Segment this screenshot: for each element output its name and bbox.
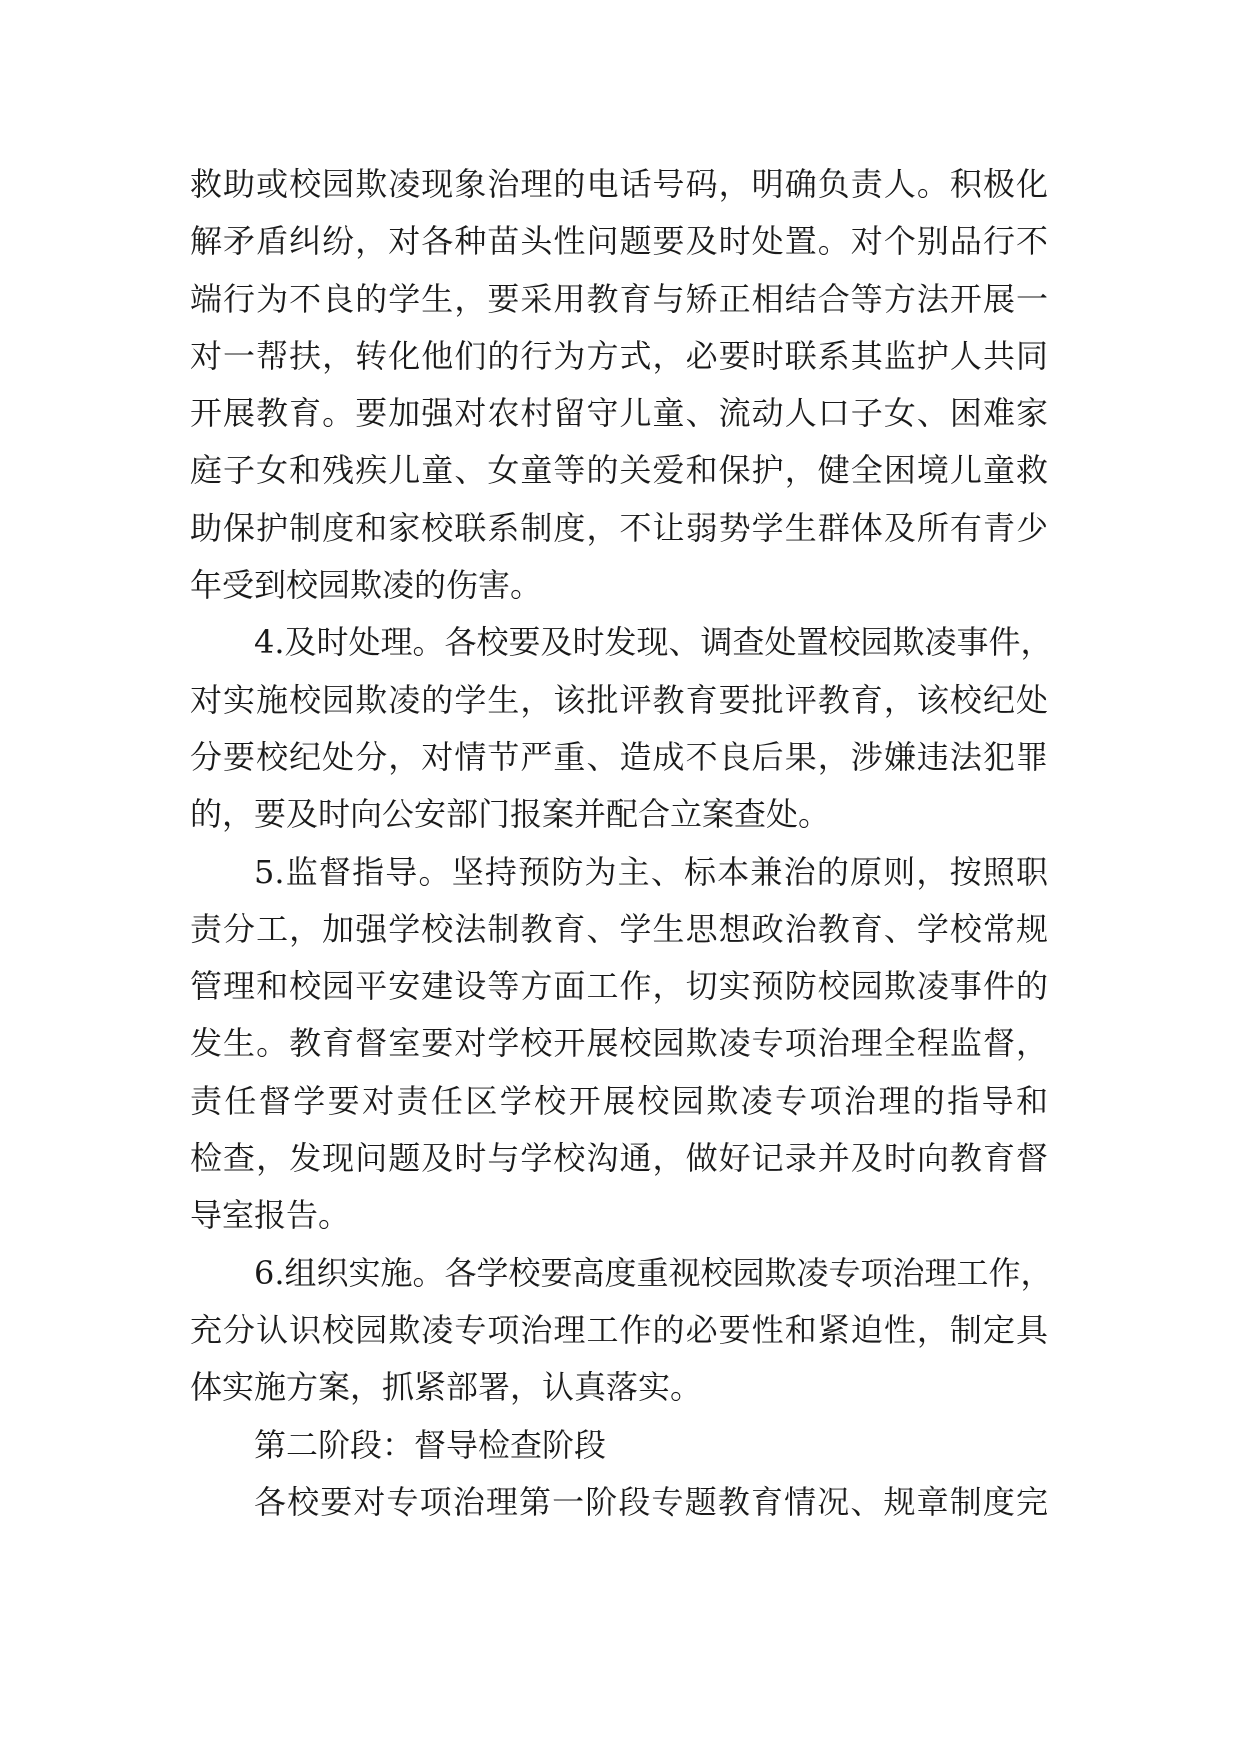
text-line: 充分认识校园欺凌专项治理工作的必要性和紧迫性，制定具 xyxy=(190,1310,1048,1349)
section-5-heading-line: 5.监督指导。坚持预防为主、标本兼治的原则，按照职 xyxy=(254,852,1048,891)
text-line: 对实施校园欺凌的学生，该批评教育要批评教育，该校纪处 xyxy=(190,680,1048,719)
text-line: 责任督学要对责任区学校开展校园欺凌专项治理的指导和 xyxy=(190,1081,1048,1120)
text-line: 庭子女和残疾儿童、女童等的关爱和保护，健全困境儿童救 xyxy=(190,451,1048,490)
text-line: 对一帮扶，转化他们的行为方式，必要时联系其监护人共同 xyxy=(190,336,1048,375)
text-line: 导室报告。 xyxy=(190,1196,351,1235)
text-line: 发生。教育督室要对学校开展校园欺凌专项治理全程监督， xyxy=(190,1024,1048,1063)
text-line: 分要校纪处分，对情节严重、造成不良后果，涉嫌违法犯罪 xyxy=(190,737,1048,776)
text-line: 开展教育。要加强对农村留守儿童、流动人口子女、困难家 xyxy=(190,394,1048,433)
text-line: 年受到校园欺凌的伤害。 xyxy=(190,566,543,605)
text-line: 责分工，加强学校法制教育、学生思想政治教育、学校常规 xyxy=(190,909,1048,948)
text-line: 解矛盾纠纷，对各种苗头性问题要及时处置。对个别品行不 xyxy=(190,222,1048,261)
text-line: 体实施方案，抓紧部署，认真落实。 xyxy=(190,1368,703,1407)
stage-two-heading: 第二阶段：督导检查阶段 xyxy=(254,1425,607,1464)
text-line: 管理和校园平安建设等方面工作，切实预防校园欺凌事件的 xyxy=(190,967,1048,1006)
text-line: 端行为不良的学生，要采用教育与矫正相结合等方法开展一 xyxy=(190,279,1048,318)
text-line: 助保护制度和家校联系制度，不让弱势学生群体及所有青少 xyxy=(190,508,1048,547)
text-line: 的，要及时向公安部门报案并配合立案查处。 xyxy=(190,795,831,834)
document-body xyxy=(190,156,1053,1531)
section-6-heading-line: 6.组织实施。各学校要高度重视校园欺凌专项治理工作， xyxy=(254,1253,1053,1292)
text-line: 救助或校园欺凌现象治理的电话号码，明确负责人。积极化 xyxy=(190,165,1048,203)
section-4-heading-line: 4.及时处理。各校要及时发现、调查处置校园欺凌事件， xyxy=(254,623,1053,662)
text-line: 检查，发现问题及时与学校沟通，做好记录并及时向教育督 xyxy=(190,1139,1048,1178)
text-line: 各校要对专项治理第一阶段专题教育情况、规章制度完 xyxy=(254,1482,1048,1521)
